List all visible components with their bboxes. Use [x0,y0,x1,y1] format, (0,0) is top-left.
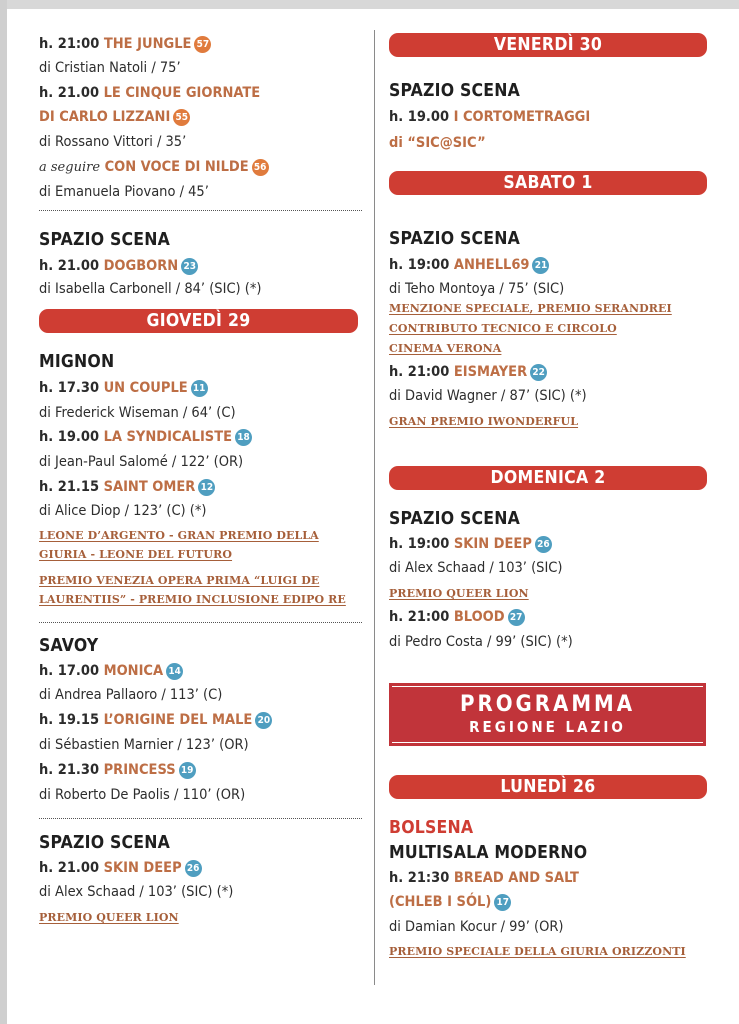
award-line: MENZIONE SPECIALE, PREMIO SERANDREI [389,302,672,315]
film-credit: di Jean-Paul Salomé / 122’ (OR) [39,454,244,470]
film-number-badge: 18 [235,429,252,446]
screening-time-title [39,379,208,397]
screening-time: h. 19:00 [389,536,450,552]
film-credit: di Isabella Carbonell / 84’ (SIC) (*) [39,281,262,297]
award-line: LAURENTIIS” - PREMIO INCLUSIONE EDIPO RE [39,593,346,606]
screening-time: h. 21.00 [39,258,100,274]
programma-banner [389,683,706,746]
screening-time: h. 21:00 [389,364,450,380]
a-seguire-label: a seguire [39,160,101,175]
film-number-badge: 57 [194,36,211,53]
film-number-badge: 17 [494,894,511,911]
screening-time-title [389,256,549,274]
screening-time: h. 21.00 [39,860,100,876]
venue-name: MIGNON [39,352,115,372]
screening-time-title [39,711,272,729]
top-edge [0,0,739,9]
film-title: SKIN DEEP [453,536,532,552]
film-title: I CORTOMETRAGGI [453,109,591,125]
award-line: GIURIA - LEONE DEL FUTURO [39,548,233,561]
award-line: PREMIO SPECIALE DELLA GIURIA ORIZZONTI [389,945,686,958]
screening-time-title [39,478,215,496]
film-title: BLOOD [453,609,505,625]
film-credit: di Frederick Wiseman / 64’ (C) [39,405,236,421]
film-title-continued [389,134,486,152]
film-title: (CHLEB I SÓL) [389,894,492,910]
film-title-continued [389,893,511,911]
screening-time-title [39,158,269,177]
film-credit: di Cristian Natoli / 75’ [39,60,181,76]
film-number-badge: 19 [179,762,196,779]
banner-subtitle: REGIONE LAZIO [469,718,626,736]
screening-time-title [389,608,525,626]
film-credit: di Roberto De Paolis / 110’ (OR) [39,787,246,803]
film-title: di “SIC@SIC” [389,135,486,151]
film-credit: di David Wagner / 87’ (SIC) (*) [389,388,587,404]
screening-time-title [389,363,547,381]
film-title: CON VOCE DI NILDE [104,159,249,175]
film-number-badge: 26 [185,860,202,877]
column-divider [374,30,375,985]
screening-time: h. 21.30 [39,762,100,778]
screening-time-title [389,535,552,553]
film-title: SKIN DEEP [103,860,182,876]
screening-time-title [39,761,196,779]
award-line: PREMIO QUEER LION [39,911,179,924]
film-credit: di Pedro Costa / 99’ (SIC) (*) [389,634,573,650]
film-number-badge: 56 [252,159,269,176]
film-number-badge: 11 [191,380,208,397]
film-title: THE JUNGLE [103,36,192,52]
screening-time: h. 19.00 [389,109,450,125]
film-title: LE CINQUE GIORNATE [103,85,261,101]
screening-time-title [39,257,198,275]
screening-time: h. 19.00 [39,429,100,445]
venue-name: SAVOY [39,636,99,656]
film-credit: di Alice Diop / 123’ (C) (*) [39,503,207,519]
film-number-badge: 21 [532,257,549,274]
screening-time: h. 21:30 [389,870,450,886]
city-name: BOLSENA [389,818,474,838]
screening-time-title [39,859,202,877]
film-title: MONICA [103,663,164,679]
film-title: EISMAYER [453,364,528,380]
screening-time-title [39,428,252,446]
film-credit: di Andrea Pallaoro / 113’ (C) [39,687,223,703]
film-title: BREAD AND SALT [453,870,579,886]
venue-name: SPAZIO SCENA [39,230,170,250]
film-number-badge: 14 [166,663,183,680]
screening-time-title [39,662,183,680]
banner-title: PROGRAMMA [459,692,636,717]
screening-time: h. 17.00 [39,663,100,679]
left-edge [0,0,7,1024]
award-line: CINEMA VERONA [389,342,502,355]
film-credit: di Emanuela Piovano / 45’ [39,184,209,200]
film-title: DI CARLO LIZZANI [39,109,171,125]
film-title: DOGBORN [103,258,179,274]
film-title: L’ORIGINE DEL MALE [103,712,253,728]
banner-rule [392,742,703,743]
film-title: LA SYNDICALISTE [103,429,233,445]
venue-name: SPAZIO SCENA [389,81,520,101]
day-header: LUNEDÌ 26 [389,775,707,799]
award-line: PREMIO VENEZIA OPERA PRIMA “LUIGI DE [39,574,320,587]
film-number-badge: 26 [535,536,552,553]
film-number-badge: 12 [198,479,215,496]
venue-name: SPAZIO SCENA [39,833,170,853]
screening-time: h. 19.15 [39,712,100,728]
film-credit: di Damian Kocur / 99’ (OR) [389,919,564,935]
film-number-badge: 55 [173,109,190,126]
screening-time: h. 19:00 [389,257,450,273]
film-title-continued [39,108,190,126]
banner-rule [392,686,703,687]
venue-name: SPAZIO SCENA [389,509,520,529]
film-credit: di Rossano Vittori / 35’ [39,134,187,150]
screening-time: h. 21.00 [39,85,100,101]
screening-time-title [389,108,590,126]
award-line: GRAN PREMIO IWONDERFUL [389,415,579,428]
day-header: SABATO 1 [389,171,707,195]
section-separator [39,210,362,211]
section-separator [39,622,362,623]
film-credit: di Alex Schaad / 103’ (SIC) [389,560,563,576]
day-header: VENERDÌ 30 [389,33,707,57]
film-title: SAINT OMER [103,479,196,495]
screening-time: h. 21:00 [39,36,100,52]
film-title: PRINCESS [103,762,176,778]
section-separator [39,818,362,819]
film-credit: di Sébastien Marnier / 123’ (OR) [39,737,249,753]
screening-time-title [39,35,211,53]
film-number-badge: 20 [255,712,272,729]
screening-time-title [389,869,579,887]
venue-name: SPAZIO SCENA [389,229,520,249]
film-credit: di Alex Schaad / 103’ (SIC) (*) [39,884,234,900]
film-number-badge: 27 [508,609,525,626]
film-credit: di Teho Montoya / 75’ (SIC) [389,281,565,297]
day-header: GIOVEDÌ 29 [39,309,358,333]
screening-time: h. 17.30 [39,380,100,396]
film-title: ANHELL69 [453,257,530,273]
film-number-badge: 22 [530,364,547,381]
award-line: CONTRIBUTO TECNICO E CIRCOLO [389,322,617,335]
award-line: PREMIO QUEER LION [389,587,529,600]
screening-time-title [39,84,260,102]
screening-time: h. 21:00 [389,609,450,625]
film-title: UN COUPLE [103,380,188,396]
day-header: DOMENICA 2 [389,466,707,490]
award-line: LEONE D’ARGENTO - GRAN PREMIO DELLA [39,529,319,542]
venue-name: MULTISALA MODERNO [389,843,588,863]
film-number-badge: 23 [181,258,198,275]
screening-time: h. 21.15 [39,479,100,495]
